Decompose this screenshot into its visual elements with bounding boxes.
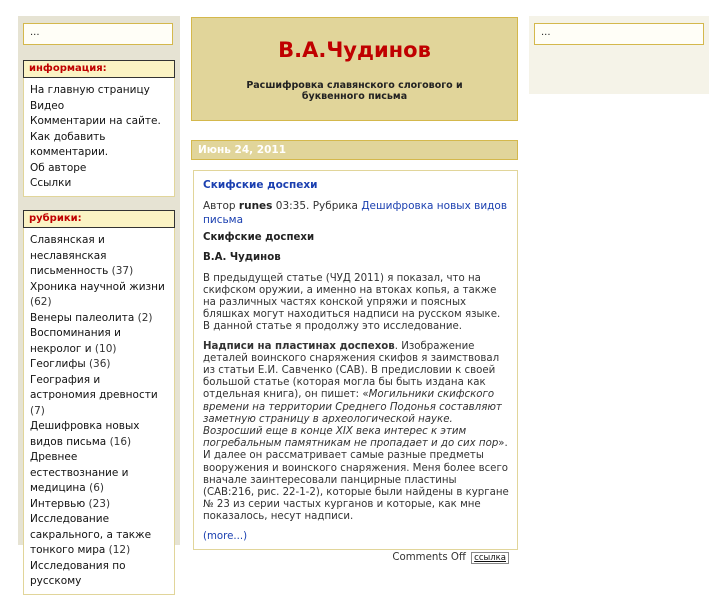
post-meta [203, 200, 509, 227]
para2-quote: Могильники скифского времени на территории Среднего Подонья составляют заметную страницу в археологической науке. Возросший еще в конце XIX века интерес к этим погребальным памятникам не пропадает и до сих пор [203, 389, 502, 450]
info-link-video[interactable]: Видео [30, 99, 65, 112]
post-heading: Скифские доспехи [203, 232, 315, 244]
post [193, 170, 518, 563]
rubric-item[interactable] [30, 419, 168, 450]
rubric-item[interactable] [30, 373, 168, 420]
rubric-item[interactable] [30, 233, 168, 280]
comments-off-label: Comments Off [392, 551, 466, 563]
left-search-input[interactable]: ... [23, 23, 173, 45]
rubric-item[interactable] [30, 497, 168, 513]
rubric-item[interactable] [30, 326, 168, 357]
info-link-links[interactable]: Ссылки [30, 177, 72, 189]
rubric-link[interactable]: Исследование сакрального, а также тонкого мира [30, 513, 152, 556]
info-header: информация: [23, 60, 175, 78]
rubric-count: (36) [88, 358, 111, 370]
rubric-link[interactable]: Древнее естествознание и медицина [30, 451, 129, 494]
info-widget [23, 60, 175, 197]
rubric-item[interactable] [30, 450, 168, 497]
rubrics-widget [23, 210, 175, 595]
rubrics-header: рубрики: [23, 210, 175, 228]
permalink-button[interactable]: ссылка [471, 552, 509, 564]
rubric-link[interactable]: Воспоминания и некролог и [30, 327, 121, 355]
post-author-line: В.А. Чудинов [203, 252, 281, 264]
rubric-link[interactable]: Дешифровка новых видов письма [30, 420, 140, 448]
meta-prefix: Автор [203, 200, 236, 213]
info-link-home[interactable]: На главную страницу [30, 84, 150, 96]
rubric-item[interactable] [30, 512, 168, 559]
post-date: Июнь 24, 2011 [191, 140, 518, 160]
rubric-link[interactable]: Хроника научной жизни [30, 280, 165, 293]
rubric-link[interactable]: Интервью [30, 497, 86, 510]
right-search-input[interactable]: ... [534, 23, 704, 45]
post-footer [203, 552, 509, 564]
rubric-count: (23) [88, 497, 111, 510]
rubric-count: (16) [109, 435, 132, 448]
read-more-link[interactable]: (more...) [203, 530, 248, 542]
meta-time-category: 03:35. Рубрика [275, 200, 358, 213]
para2-text-b: ». И далее он рассматривает самые разные предметы вооружения и воинского снаряжения. Меня более всего вначале заинтересовали панцирные пластины (САВ:216, рис. 22-1-2), которые были найдены в кургане № 23 из серии частых курганов и которые, как мне показалось, несут надписи. [203, 438, 509, 523]
rubric-count: (6) [89, 482, 104, 494]
rubric-count: (12) [108, 544, 131, 556]
post-paragraph-1: В предыдущей статье (ЧУД 2011) я показал, что на скифском оружии, а именно на втоках копья, а также на различных частях конской упряжи и поясных бляшках могут находиться надписи на русском языке. В данной статье я продолжу это исследование. [203, 272, 501, 333]
rubric-item[interactable] [30, 559, 168, 590]
post-category-link[interactable]: Дешифровка новых видов письма [203, 200, 508, 226]
post-author: runes [238, 200, 273, 213]
rubric-link[interactable]: География и астрономия древности [30, 373, 158, 401]
rubric-link[interactable]: Исследования по русскому [30, 559, 126, 587]
rubric-link[interactable]: Геоглифы [30, 358, 86, 370]
post-title-link[interactable]: Скифские доспехи [203, 179, 318, 191]
post-paragraph-2 [203, 341, 509, 524]
rubric-count: (7) [30, 404, 45, 417]
rubric-item[interactable] [30, 311, 168, 327]
para2-bold: Надписи на пластинах доспехов [203, 340, 395, 352]
info-list [23, 78, 175, 197]
para2-text-a: . Изображение деталей воинского снаряжения скифов я заимствовал из статьи Е.И. Савченко (САВ). В предисловии к своей большой статье (которая могла бы быть издана как отдельная книга), он пишет: « [203, 340, 500, 401]
right-sidebar [529, 16, 709, 94]
site-header [191, 17, 518, 121]
info-link-comments[interactable]: Комментарии на сайте. [30, 115, 161, 127]
info-link-about-author[interactable]: Об авторе [30, 161, 87, 174]
rubric-link[interactable]: Венеры палеолита [30, 311, 135, 324]
site-title[interactable]: В.А.Чудинов [278, 38, 431, 62]
rubric-count: (10) [94, 342, 117, 355]
rubric-item[interactable] [30, 357, 168, 373]
rubric-count: (37) [111, 265, 134, 277]
rubric-count: (62) [30, 296, 52, 308]
site-description: Расшифровка славянского слогового и буквенного письма [246, 80, 463, 102]
left-sidebar [18, 16, 180, 587]
rubric-count: (2) [137, 311, 153, 324]
rubrics-list [23, 228, 175, 595]
rubric-item[interactable] [30, 280, 168, 311]
rubric-link[interactable]: Славянская и неславянская письменность [30, 234, 109, 277]
info-link-how-to-comment[interactable]: Как добавить комментарии. [30, 130, 109, 158]
